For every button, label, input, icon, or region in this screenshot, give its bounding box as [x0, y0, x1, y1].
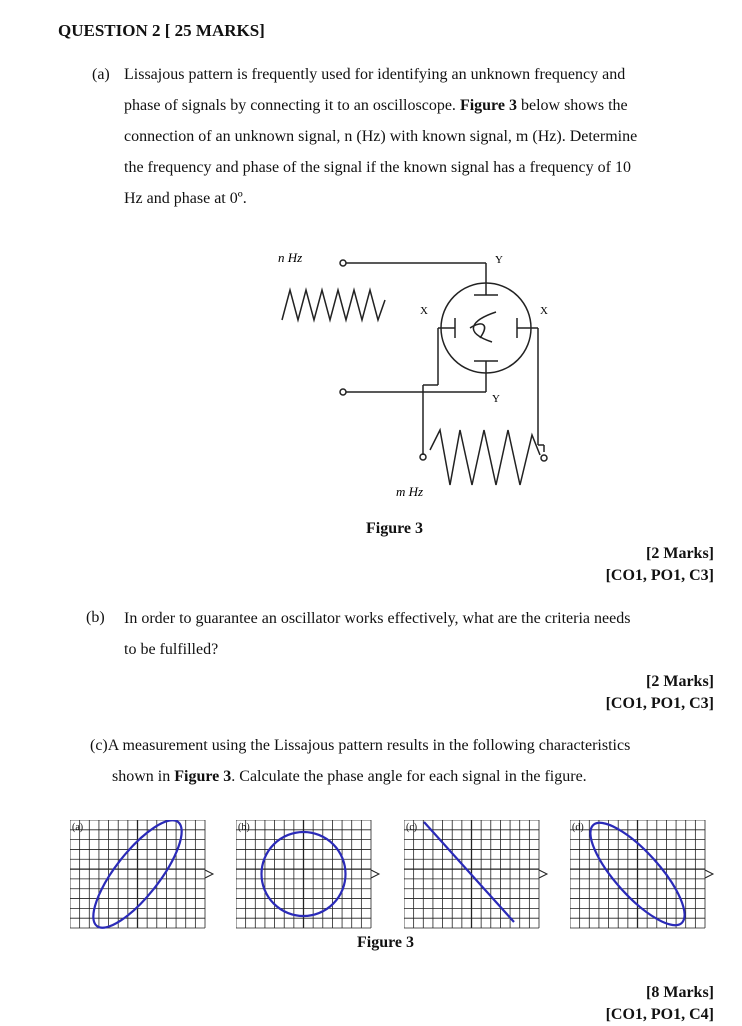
part-a-line: the frequency and phase of the signal if the known signal has a frequency of 10 — [124, 159, 631, 176]
n-bottom-terminal — [340, 389, 346, 395]
question-title: QUESTION 2 [ 25 MARKS] — [58, 21, 265, 40]
m-hz-label: m Hz — [396, 484, 424, 499]
part-b-text — [124, 603, 724, 665]
figure-bottom-caption: Figure 3 — [357, 934, 415, 951]
lissajous-panel-d — [570, 820, 717, 932]
panel-label: (b) — [238, 822, 250, 833]
n-source-waveform — [282, 290, 385, 320]
y-bottom-label: Y — [492, 393, 500, 405]
part-c-marks: [8 Marks] [CO1, PO1, C4] — [605, 984, 714, 1023]
part-b-label: (b) — [86, 609, 105, 626]
lissajous-panel-c — [404, 820, 551, 932]
n-hz-label: n Hz — [278, 250, 303, 265]
m-source-waveform — [430, 430, 540, 485]
crt-pattern — [470, 312, 496, 342]
panel-label: (a) — [72, 822, 84, 833]
part-a-line: phase of signals by connecting it to an oscilloscope. Figure 3 below shows the — [124, 97, 628, 114]
part-a-label: (a) — [92, 66, 110, 83]
m-right-terminal — [541, 455, 547, 461]
oscilloscope-circuit-diagram — [260, 240, 570, 515]
x-right-label: X — [540, 305, 548, 317]
part-b-line: In order to guarantee an oscillator works effectively, what are the criteria needs — [124, 610, 631, 627]
y-top-label: Y — [495, 254, 503, 266]
panel-label: (c) — [406, 822, 418, 833]
n-top-terminal — [340, 260, 346, 266]
part-a-line: Hz and phase at 0º. — [124, 190, 247, 207]
part-c-line: shown in Figure 3. Calculate the phase angle for each signal in the figure. — [112, 768, 587, 785]
part-c-text — [90, 730, 730, 792]
part-a-marks: [2 Marks] [CO1, PO1, C3] — [605, 545, 714, 584]
lissajous-panel-b — [236, 820, 383, 932]
part-b-marks: [2 Marks] [CO1, PO1, C3] — [605, 673, 714, 712]
part-a-line: connection of an unknown signal, n (Hz) with known signal, m (Hz). Determine — [124, 128, 638, 145]
part-a-text — [124, 59, 724, 214]
part-a-line: Lissajous pattern is frequently used for identifying an unknown frequency and — [124, 66, 626, 83]
part-c-line: (c)A measurement using the Lissajous pattern results in the following characteristics — [90, 737, 631, 754]
x-left-label: X — [420, 305, 428, 317]
panel-label: (d) — [572, 822, 584, 833]
lissajous-panel-a — [70, 820, 217, 932]
part-b-line: to be fulfilled? — [124, 641, 219, 658]
figure-top-caption: Figure 3 — [366, 520, 424, 537]
